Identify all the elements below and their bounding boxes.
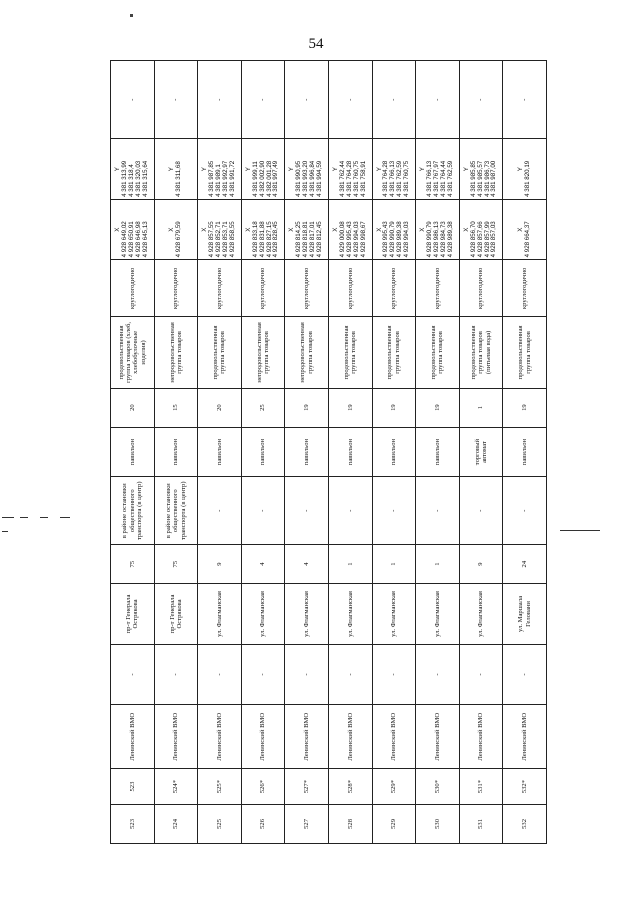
cell-coord-x bbox=[503, 199, 547, 260]
coord-value: 4 381 762,59 bbox=[396, 160, 404, 197]
cell-street: ул. Флагманская bbox=[285, 584, 329, 645]
coord-header-y: Y bbox=[516, 167, 524, 172]
coord-value: 4 928 812,45 bbox=[316, 221, 324, 258]
cell-note: - bbox=[198, 477, 242, 545]
cell-district: Ленинский ВМО bbox=[285, 705, 329, 769]
cell-district: Ленинский ВМО bbox=[503, 705, 547, 769]
coord-value: 4 928 856,70 bbox=[469, 221, 477, 258]
table-row bbox=[285, 61, 329, 844]
cell-num: 532* bbox=[503, 769, 547, 805]
cell-last: - bbox=[111, 61, 155, 139]
coord-value: 4 381 760,75 bbox=[352, 160, 360, 197]
cell-area: 1 bbox=[459, 388, 503, 427]
cell-term: круглогодично bbox=[285, 260, 329, 317]
coord-value: 4 382 001,28 bbox=[265, 160, 273, 197]
coord-value: 4 928 814,25 bbox=[295, 221, 303, 258]
table-row bbox=[503, 61, 547, 844]
cell-n: 524 bbox=[154, 804, 198, 843]
cell-house: 4 bbox=[241, 545, 285, 584]
coord-value: 4 381 313,99 bbox=[120, 160, 128, 197]
coord-value: 4 381 767,97 bbox=[432, 160, 440, 197]
cell-district: Ленинский ВМО bbox=[111, 705, 155, 769]
cell-coord-y bbox=[198, 139, 242, 200]
coord-value: 4 928 679,59 bbox=[174, 221, 182, 258]
coord-value: 4 381 820,19 bbox=[523, 160, 531, 197]
coord-value: 4 928 858,55 bbox=[228, 221, 236, 258]
cell-num: 531* bbox=[459, 769, 503, 805]
coord-value: 4 381 762,59 bbox=[446, 160, 454, 197]
cell-coord-y bbox=[154, 139, 198, 200]
cell-n: 532 bbox=[503, 804, 547, 843]
cell-note: - bbox=[328, 477, 372, 545]
cell-n: 523 bbox=[111, 804, 155, 843]
table-row bbox=[328, 61, 372, 844]
cell-street: ул. Флагманская bbox=[241, 584, 285, 645]
cell-num: 529* bbox=[372, 769, 416, 805]
coord-value: 4 928 986,13 bbox=[432, 221, 440, 258]
cell-n: 530 bbox=[416, 804, 460, 843]
coord-value: 4 381 764,44 bbox=[439, 160, 447, 197]
coord-header-x: X bbox=[419, 227, 427, 232]
cell-note: - bbox=[503, 477, 547, 545]
scan-dash bbox=[20, 517, 28, 518]
coord-value: 4 928 831,88 bbox=[258, 221, 266, 258]
cell-num: 523 bbox=[111, 769, 155, 805]
coord-value: 4 381 985,85 bbox=[469, 160, 477, 197]
cell-coord-y bbox=[503, 139, 547, 200]
coord-header-y: Y bbox=[167, 167, 175, 172]
coord-value: 4 382 002,90 bbox=[258, 160, 266, 197]
cell-num: 526* bbox=[241, 769, 285, 805]
cell-obj: павильон bbox=[503, 427, 547, 477]
cell-district: Ленинский ВМО bbox=[328, 705, 372, 769]
table-row bbox=[241, 61, 285, 844]
cell-coord-y bbox=[459, 139, 503, 200]
coord-value: 4 928 817,01 bbox=[309, 221, 317, 258]
cell-street: ул. Флагманская bbox=[372, 584, 416, 645]
cell-district: Ленинский ВМО bbox=[372, 705, 416, 769]
coord-value: 4 381 986,73 bbox=[483, 160, 491, 197]
cell-street: пр-т Генерала Острякова bbox=[111, 584, 155, 645]
cell-coord-x bbox=[241, 199, 285, 260]
cell-term: круглогодично bbox=[372, 260, 416, 317]
cell-area: 19 bbox=[372, 388, 416, 427]
cell-coord-x bbox=[416, 199, 460, 260]
coord-value: 4 381 999,11 bbox=[251, 161, 259, 197]
table-row bbox=[416, 61, 460, 844]
cell-note: в районе остановки общественного транспорта (в центр) bbox=[111, 477, 155, 545]
cell-term: круглогодично bbox=[328, 260, 372, 317]
cell-obj: павильон bbox=[241, 427, 285, 477]
coord-header-x: X bbox=[244, 227, 252, 232]
coord-value: 4 381 760,75 bbox=[403, 160, 411, 197]
coord-header-x: X bbox=[331, 227, 339, 232]
coord-value: 4 929 000,08 bbox=[338, 221, 346, 258]
coord-value: 4 381 758,91 bbox=[359, 160, 367, 197]
table-row bbox=[154, 61, 198, 844]
coord-header-x: X bbox=[375, 227, 383, 232]
coord-value: 4 928 857,03 bbox=[490, 221, 498, 258]
cell-loc1: - bbox=[198, 644, 242, 705]
cell-spec: непродовольственная группа товаров bbox=[285, 317, 329, 388]
coord-value: 4 381 762,44 bbox=[338, 160, 346, 197]
cell-district: Ленинский ВМО bbox=[241, 705, 285, 769]
cell-term: круглогодично bbox=[154, 260, 198, 317]
cell-loc1: - bbox=[154, 644, 198, 705]
cell-house: 24 bbox=[503, 545, 547, 584]
cell-term: круглогодично bbox=[198, 260, 242, 317]
coord-header-y: Y bbox=[419, 167, 427, 172]
cell-house: 1 bbox=[416, 545, 460, 584]
coord-value: 4 928 818,81 bbox=[302, 221, 310, 258]
coord-value: 4 381 991,72 bbox=[228, 160, 236, 197]
cell-area: 19 bbox=[503, 388, 547, 427]
coord-value: 4 381 764,28 bbox=[382, 160, 390, 197]
coord-value: 4 928 645,13 bbox=[141, 221, 149, 258]
cell-last: - bbox=[198, 61, 242, 139]
coord-value: 4 928 990,79 bbox=[426, 221, 434, 258]
cell-last: - bbox=[372, 61, 416, 139]
coord-value: 4 381 766,13 bbox=[389, 160, 397, 197]
cell-house: 9 bbox=[198, 545, 242, 584]
cell-last: - bbox=[328, 61, 372, 139]
coord-header-y: Y bbox=[462, 167, 470, 172]
coord-value: 4 381 990,95 bbox=[295, 160, 303, 197]
coord-value: 4 381 987,85 bbox=[208, 160, 216, 197]
cell-spec: непродовольственная группа товаров bbox=[154, 317, 198, 388]
coord-value: 4 928 828,45 bbox=[272, 221, 280, 258]
cell-street: ул. Маршала Геловани bbox=[503, 584, 547, 645]
coord-header-y: Y bbox=[244, 167, 252, 172]
cell-last: - bbox=[241, 61, 285, 139]
cell-spec: продовольственная группа товаров (хлеб, хлебобулочные изделия) bbox=[111, 317, 155, 388]
coord-value: 4 381 985,57 bbox=[476, 160, 484, 197]
coord-value: 4 381 315,64 bbox=[141, 160, 149, 197]
coord-value: 4 928 995,43 bbox=[345, 221, 353, 258]
cell-spec: продовольственная группа товаров bbox=[503, 317, 547, 388]
cell-coord-x bbox=[328, 199, 372, 260]
cell-note: - bbox=[241, 477, 285, 545]
coord-value: 4 928 827,15 bbox=[265, 221, 273, 258]
coord-header-x: X bbox=[167, 227, 175, 232]
cell-area: 20 bbox=[111, 388, 155, 427]
coord-value: 4 381 764,28 bbox=[345, 160, 353, 197]
cell-area: 20 bbox=[198, 388, 242, 427]
cell-note: - bbox=[285, 477, 329, 545]
cell-note: в районе остановки общественного транспорта (в центр) bbox=[154, 477, 198, 545]
cell-coord-y bbox=[328, 139, 372, 200]
cell-house: 4 bbox=[285, 545, 329, 584]
coord-value: 4 928 998,67 bbox=[359, 221, 367, 258]
cell-loc1: - bbox=[372, 644, 416, 705]
cell-loc1: - bbox=[285, 644, 329, 705]
coord-value: 4 381 992,97 bbox=[221, 160, 229, 197]
scan-dash bbox=[40, 517, 48, 518]
coord-value: 4 928 853,71 bbox=[221, 221, 229, 258]
table-row bbox=[372, 61, 416, 844]
cell-spec: продовольственная группа товаров bbox=[416, 317, 460, 388]
cell-last: - bbox=[503, 61, 547, 139]
cell-coord-y bbox=[416, 139, 460, 200]
scan-dash bbox=[60, 517, 70, 518]
cell-n: 525 bbox=[198, 804, 242, 843]
coord-value: 4 928 649,02 bbox=[120, 221, 128, 258]
coord-value: 4 381 996,84 bbox=[309, 160, 317, 197]
table-row bbox=[459, 61, 503, 844]
cell-street: ул. Флагманская bbox=[198, 584, 242, 645]
cell-num: 525* bbox=[198, 769, 242, 805]
cell-n: 527 bbox=[285, 804, 329, 843]
coord-value: 4 928 650,91 bbox=[127, 221, 135, 258]
table-row bbox=[198, 61, 242, 844]
cell-loc1: - bbox=[416, 644, 460, 705]
cell-street: ул. Флагманская bbox=[459, 584, 503, 645]
coord-value: 4 928 857,55 bbox=[208, 221, 216, 258]
cell-obj: павильон bbox=[285, 427, 329, 477]
cell-coord-x bbox=[111, 199, 155, 260]
cell-term: круглогодично bbox=[459, 260, 503, 317]
coord-header-x: X bbox=[288, 227, 296, 232]
coord-value: 4 928 857,99 bbox=[483, 221, 491, 258]
cell-obj: павильон bbox=[372, 427, 416, 477]
cell-coord-y bbox=[285, 139, 329, 200]
cell-obj: павильон bbox=[198, 427, 242, 477]
cell-house: 75 bbox=[111, 545, 155, 584]
coord-header-x: X bbox=[201, 227, 209, 232]
cell-loc1: - bbox=[111, 644, 155, 705]
cell-note: - bbox=[459, 477, 503, 545]
cell-num: 527* bbox=[285, 769, 329, 805]
cell-coord-x bbox=[285, 199, 329, 260]
cell-district: Ленинский ВМО bbox=[459, 705, 503, 769]
cell-house: 75 bbox=[154, 545, 198, 584]
cell-spec: продовольственная группа товаров (питьевая вода) bbox=[459, 317, 503, 388]
coord-value: 4 928 646,98 bbox=[134, 221, 142, 258]
cell-area: 19 bbox=[416, 388, 460, 427]
scan-speck bbox=[130, 14, 133, 17]
page-number: 54 bbox=[308, 36, 324, 52]
coord-header-y: Y bbox=[288, 167, 296, 172]
cell-note: - bbox=[416, 477, 460, 545]
cell-street: пр-т Генерала Острякова bbox=[154, 584, 198, 645]
scan-dash bbox=[2, 517, 14, 518]
cell-street: ул. Флагманская bbox=[328, 584, 372, 645]
coord-value: 4 381 320,03 bbox=[134, 160, 142, 197]
cell-num: 530* bbox=[416, 769, 460, 805]
cell-loc1: - bbox=[459, 644, 503, 705]
coord-value: 4 381 318,4 bbox=[127, 164, 135, 197]
scan-dash bbox=[2, 531, 8, 532]
coord-value: 4 928 664,37 bbox=[523, 221, 531, 258]
cell-n: 528 bbox=[328, 804, 372, 843]
cell-term: круглогодично bbox=[241, 260, 285, 317]
cell-last: - bbox=[459, 61, 503, 139]
coord-value: 4 928 995,43 bbox=[382, 221, 390, 258]
cell-district: Ленинский ВМО bbox=[198, 705, 242, 769]
table-rotated-container bbox=[110, 60, 590, 844]
cell-house: 9 bbox=[459, 545, 503, 584]
coord-value: 4 381 993,20 bbox=[302, 160, 310, 197]
cell-coord-x bbox=[459, 199, 503, 260]
cell-note: - bbox=[372, 477, 416, 545]
cell-house: 1 bbox=[328, 545, 372, 584]
cell-coord-y bbox=[372, 139, 416, 200]
coord-value: 4 381 994,59 bbox=[316, 160, 324, 197]
cell-coord-x bbox=[154, 199, 198, 260]
cell-loc1: - bbox=[241, 644, 285, 705]
coord-value: 4 928 994,03 bbox=[403, 221, 411, 258]
cell-area: 19 bbox=[285, 388, 329, 427]
coord-value: 4 381 311,68 bbox=[174, 161, 182, 197]
coord-value: 4 381 989,1 bbox=[215, 164, 223, 197]
cell-area: 15 bbox=[154, 388, 198, 427]
cell-district: Ленинский ВМО bbox=[154, 705, 198, 769]
cell-n: 531 bbox=[459, 804, 503, 843]
coord-header-y: Y bbox=[331, 167, 339, 172]
cell-spec: продовольственная группа товаров bbox=[198, 317, 242, 388]
coord-value: 4 381 997,49 bbox=[272, 160, 280, 197]
cell-loc1: - bbox=[328, 644, 372, 705]
cell-num: 524* bbox=[154, 769, 198, 805]
coord-value: 4 928 852,71 bbox=[215, 221, 223, 258]
coord-value: 4 928 989,38 bbox=[446, 221, 454, 258]
coord-value: 4 381 987,00 bbox=[490, 160, 498, 197]
cell-spec: продовольственная группа товаров bbox=[328, 317, 372, 388]
cell-area: 25 bbox=[241, 388, 285, 427]
cell-house: 1 bbox=[372, 545, 416, 584]
cell-obj: торговый автомат bbox=[459, 427, 503, 477]
cell-coord-x bbox=[198, 199, 242, 260]
cell-loc1: - bbox=[503, 644, 547, 705]
coord-header-x: X bbox=[113, 227, 121, 232]
cell-district: Ленинский ВМО bbox=[416, 705, 460, 769]
cell-last: - bbox=[285, 61, 329, 139]
coord-value: 4 928 857,66 bbox=[476, 221, 484, 258]
cell-coord-x bbox=[372, 199, 416, 260]
coord-header-x: X bbox=[462, 227, 470, 232]
registry-table bbox=[110, 60, 547, 844]
cell-term: круглогодично bbox=[111, 260, 155, 317]
cell-last: - bbox=[154, 61, 198, 139]
coord-value: 4 928 989,38 bbox=[396, 221, 404, 258]
cell-obj: павильон bbox=[154, 427, 198, 477]
cell-n: 529 bbox=[372, 804, 416, 843]
coord-header-y: Y bbox=[113, 167, 121, 172]
coord-value: 4 928 990,79 bbox=[389, 221, 397, 258]
coord-header-x: X bbox=[516, 227, 524, 232]
cell-term: круглогодично bbox=[503, 260, 547, 317]
coord-header-y: Y bbox=[375, 167, 383, 172]
cell-obj: павильон bbox=[328, 427, 372, 477]
table-row bbox=[111, 61, 155, 844]
cell-num: 528* bbox=[328, 769, 372, 805]
coord-value: 4 928 984,73 bbox=[439, 221, 447, 258]
cell-area: 19 bbox=[328, 388, 372, 427]
cell-spec: непродовольственная группа товаров bbox=[241, 317, 285, 388]
cell-n: 526 bbox=[241, 804, 285, 843]
cell-coord-y bbox=[111, 139, 155, 200]
cell-term: круглогодично bbox=[416, 260, 460, 317]
cell-obj: павильон bbox=[111, 427, 155, 477]
table-body bbox=[111, 61, 547, 844]
coord-value: 4 928 833,18 bbox=[251, 221, 259, 258]
cell-coord-y bbox=[241, 139, 285, 200]
coord-value: 4 381 766,13 bbox=[426, 160, 434, 197]
cell-obj: павильон bbox=[416, 427, 460, 477]
coord-header-y: Y bbox=[201, 167, 209, 172]
cell-spec: продовольственная группа товаров bbox=[372, 317, 416, 388]
cell-last: - bbox=[416, 61, 460, 139]
rotated-table-sheet bbox=[110, 60, 590, 844]
cell-street: ул. Флагманская bbox=[416, 584, 460, 645]
coord-value: 4 928 994,03 bbox=[352, 221, 360, 258]
